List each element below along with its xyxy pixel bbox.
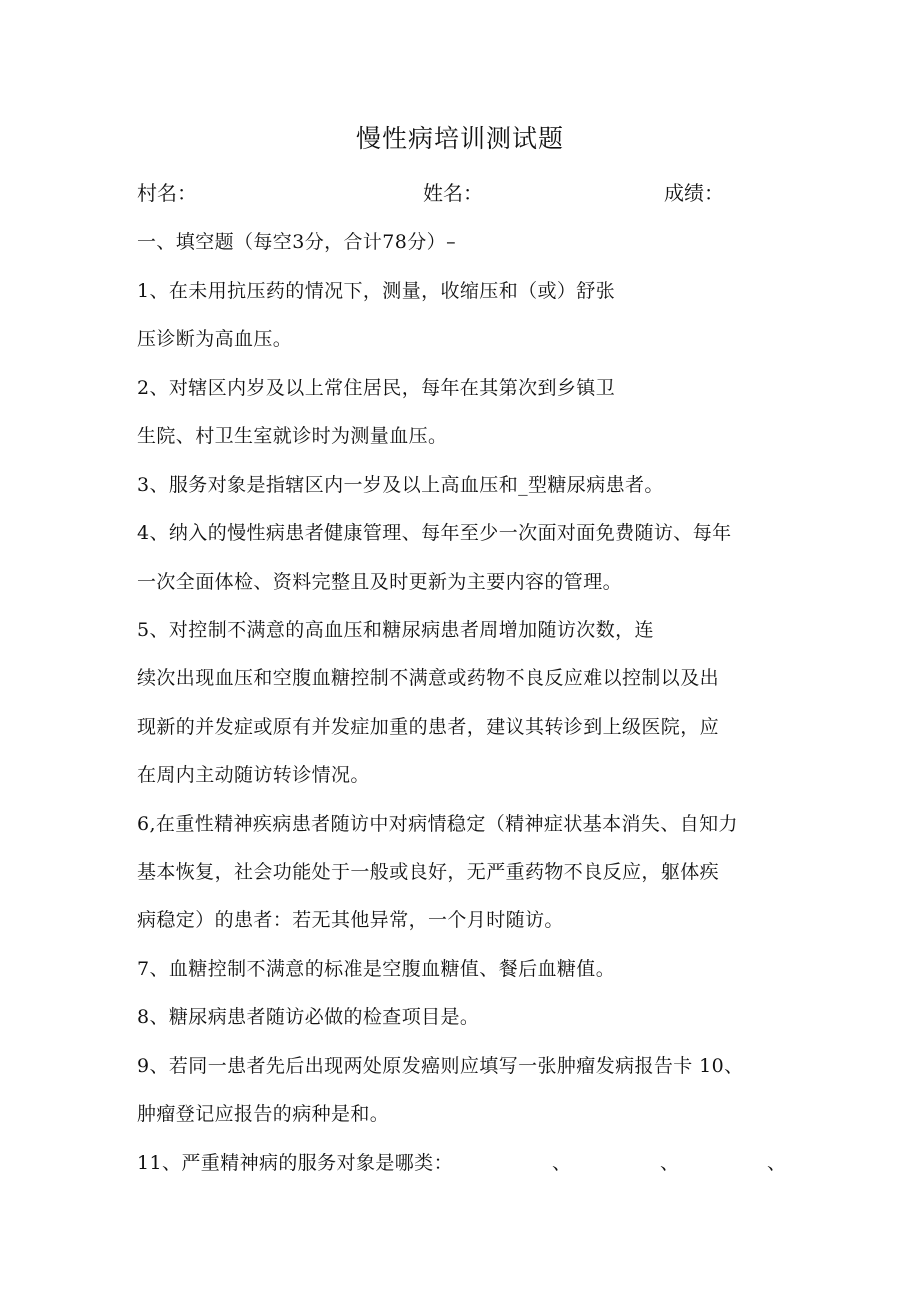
blank-separator: 、 [552, 1152, 572, 1174]
question-11-text: 11、严重精神病的服务对象是哪类： [137, 1152, 453, 1174]
section-heading: 一、填空题（每空3分，合计78分）– [137, 231, 456, 253]
blank-separator: 、 [660, 1152, 680, 1174]
question-line: 2、对辖区内岁及以上常住居民，每年在其第次到乡镇卫 [137, 377, 616, 399]
question-line: 8、糖尿病患者随访必做的检查项目是。 [137, 1006, 480, 1028]
question-line: 7、血糖控制不满意的标准是空腹血糖值、餐后血糖值。 [137, 958, 616, 980]
name-label: 姓名： [423, 181, 483, 205]
page-title: 慢性病培训测试题 [355, 124, 564, 153]
question-line: 9、若同一患者先后出现两处原发癌则应填写一张肿瘤发病报告卡 10、 [137, 1055, 744, 1077]
question-line: 续次出现血压和空腹血糖控制不满意或药物不良反应难以控制以及出 [137, 667, 720, 689]
question-line: 4、纳入的慢性病患者健康管理、每年至少一次面对面免费随访、每年 [137, 522, 732, 544]
question-line: 基本恢复，社会功能处于一般或良好，无严重药物不良反应，躯体疾 [137, 861, 720, 883]
question-line: 在周内主动随访转诊情况。 [137, 764, 370, 786]
question-line: 一次全面体检、资料完整且及时更新为主要内容的管理。 [137, 571, 623, 593]
question-line: 肿瘤登记应报告的病种是和。 [137, 1103, 390, 1125]
question-line: 压诊断为高血压。 [137, 328, 293, 350]
question-line: 5、对控制不满意的高血压和糖尿病患者周增加随访次数，连 [137, 619, 654, 641]
village-label: 村名： [137, 181, 197, 205]
question-line: 6,在重性精神疾病患者随访中对病情稳定（精神症状基本消失、自知力 [137, 813, 738, 835]
question-line: 现新的并发症或原有并发症加重的患者，建议其转诊到上级医院，应 [137, 716, 720, 738]
question-line: 生院、村卫生室就诊时为测量血压。 [137, 425, 448, 447]
blank-separator: 、 [767, 1152, 787, 1174]
score-label: 成绩： [664, 181, 724, 205]
question-line: 3、服务对象是指辖区内一岁及以上高血压和_型糖尿病患者。 [137, 474, 664, 496]
question-line: 病稳定）的患者：若无其他异常，一个月时随访。 [137, 909, 564, 931]
question-line: 1、在未用抗压药的情况下，测量，收缩压和（或）舒张 [137, 280, 616, 302]
question-11-line [137, 1148, 453, 1175]
